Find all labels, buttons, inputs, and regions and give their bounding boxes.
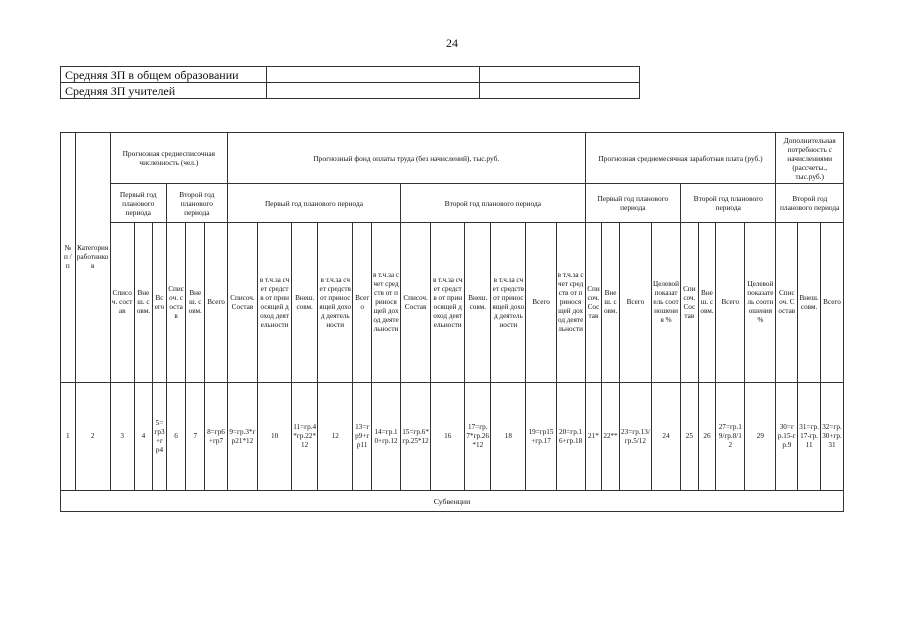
column-number: 19=гр15+гр.17 [526,383,556,491]
salary-row [61,67,640,83]
column-header: Внеш. совм. [186,223,205,383]
header-category: Категория работников [75,133,110,383]
column-header: Внеш. совм. [134,223,153,383]
column-header: Внеш. совм. [602,223,620,383]
salary-table [60,66,640,99]
column-number: 20=гр.16+гр.18 [556,383,585,491]
headcount-year-1: Первый год планового периода [110,184,166,223]
header-extra-need: Дополнительная потребность с начислениями (рассчеты., тыс.руб.) [776,133,844,184]
column-header: Списоч. Состав [401,223,431,383]
headcount-year-2: Второй год планового периода [166,184,227,223]
column-header: Всего [353,223,372,383]
column-header: Списоч. Состав [585,223,602,383]
column-number: 7 [186,383,205,491]
column-header: в т.ч.за счет средств от приносящей доход деятельности [556,223,585,383]
column-number-row [61,383,844,491]
header-headcount: Прогнозная среднесписочная численность (чел.) [110,133,227,184]
subsidies-row [61,491,844,512]
column-header: Внеш. совм. [698,223,716,383]
subsidies-label: Субвенции [61,491,844,512]
column-number: 4 [134,383,153,491]
salary-cell [480,83,640,99]
column-header: Внеш. совм. [465,223,491,383]
header-row-columns [61,223,844,383]
column-header: в т.ч.за счет средств от приносящей доход деятельности [431,223,465,383]
column-number: 29 [745,383,776,491]
column-header: Целевой показатель соотношения % [745,223,776,383]
header-row-sections [61,133,844,184]
column-number: 1 [61,383,76,491]
column-header: Списоч. состав [166,223,186,383]
column-number: 6 [166,383,186,491]
payroll-forecast-table [60,132,844,512]
fund-year-1: Первый год планового периода [227,184,400,223]
column-header: Всего [205,223,228,383]
column-number: 8=гр6+гр7 [205,383,228,491]
column-number: 24 [652,383,681,491]
column-header: Списоч. состав [110,223,134,383]
fund-year-2: Второй год планового периода [401,184,586,223]
column-header: Всего [716,223,745,383]
extra-year-2: Второй год планового периода [776,184,844,223]
column-header: Всего [619,223,651,383]
column-number: 22** [602,383,620,491]
column-number: 13=гр9+гр11 [353,383,372,491]
salary-row-label: Средняя ЗП учителей [61,83,267,99]
column-number: 32=гр.30+гр.31 [820,383,843,491]
column-header: Всего [526,223,556,383]
column-header: Внеш. совм. [292,223,318,383]
column-number: 18 [491,383,526,491]
column-number: 2 [75,383,110,491]
salary-year-1: Первый год планового периода [585,184,680,223]
column-number: 30=гр.15-гр.9 [776,383,798,491]
column-header: Всего [820,223,843,383]
column-number: 15=гр.6*гр.25*12 [401,383,431,491]
column-header: в т.ч.за счет средств от приносящей доход деятельности [372,223,401,383]
header-average-salary: Прогнозная среднемесячная заработная плата (руб.) [585,133,776,184]
column-number: 12 [318,383,353,491]
column-number: 14=гр.10+гр.12 [372,383,401,491]
column-header: Списоч. Состав [227,223,257,383]
salary-year-2: Второй год планового периода [681,184,776,223]
column-number: 3 [110,383,134,491]
column-number: 17=гр.7*гр.26*12 [465,383,491,491]
page-number: 24 [446,36,458,50]
column-header: в т.ч.за счет средств от приносящей доход деятельности [257,223,291,383]
column-number: 11=гр.4*гр.22*12 [292,383,318,491]
column-number: 5=гр3+гр4 [153,383,166,491]
column-number: 10 [257,383,291,491]
column-number: 31=гр.17-гр.11 [798,383,821,491]
salary-cell [267,67,480,83]
salary-cell [480,67,640,83]
salary-row [61,83,640,99]
column-number: 26 [698,383,716,491]
column-number: 23=гр.13/гр.5/12 [619,383,651,491]
header-payroll-fund: Прогнозный фонд оплаты труда (без начислений), тыс.руб. [227,133,585,184]
column-number: 21* [585,383,602,491]
column-header: в т.ч.за счет средств от приносящей доход деятельности [491,223,526,383]
header-row-years [61,184,844,223]
salary-row-label: Средняя ЗП в общем образовании [61,67,267,83]
header-number: № п / п [61,133,76,383]
column-header: Целевой показатель соотношения % [652,223,681,383]
column-number: 16 [431,383,465,491]
salary-cell [267,83,480,99]
column-header: Списоч. Состав [681,223,699,383]
column-header: в т.ч.за счет средств от приносящей доход деятельности [318,223,353,383]
column-header: Всего [153,223,166,383]
column-header: Внеш. совм. [798,223,821,383]
column-header: Списоч. Состав [776,223,798,383]
column-number: 25 [681,383,699,491]
column-number: 27=гр.19/гр.8/12 [716,383,745,491]
column-number: 9=гр.3*гр21*12 [227,383,257,491]
